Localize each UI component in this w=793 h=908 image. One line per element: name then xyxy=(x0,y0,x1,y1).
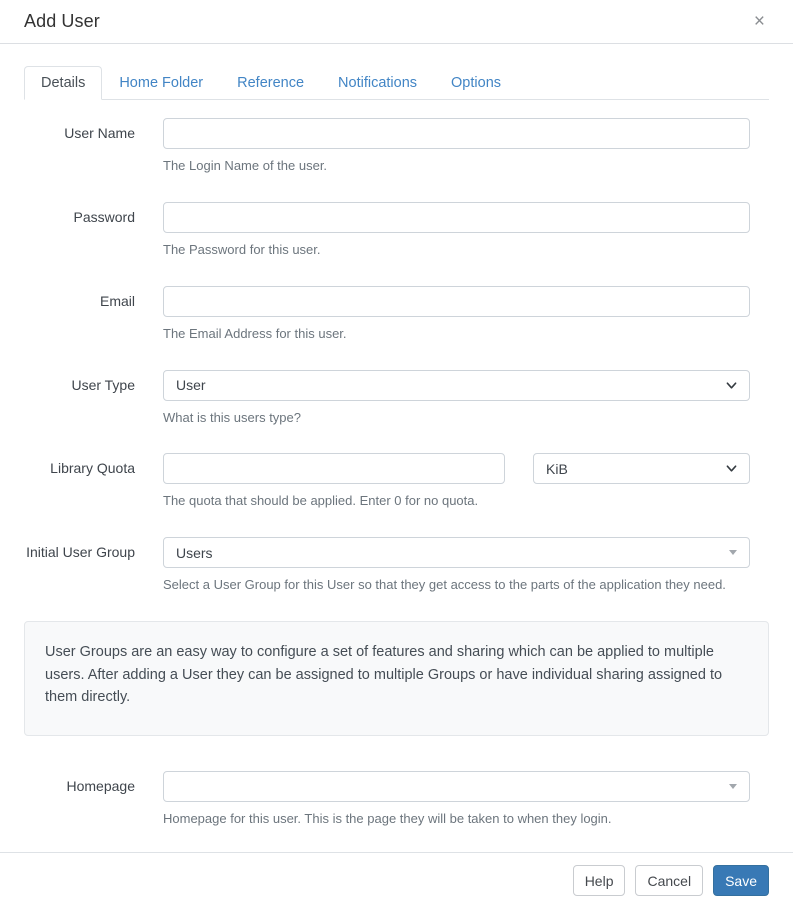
dialog-title: Add User xyxy=(24,11,100,31)
quota-unit-value: KiB xyxy=(546,460,568,477)
caret-down-icon xyxy=(729,784,737,789)
help-button[interactable]: Help xyxy=(573,865,626,896)
library-quota-row xyxy=(24,453,750,511)
user-type-select[interactable] xyxy=(163,370,750,401)
tab-notifications[interactable]: Notifications xyxy=(338,75,418,91)
homepage-form-section xyxy=(24,753,769,829)
email-field[interactable] xyxy=(163,286,750,317)
save-button[interactable]: Save xyxy=(713,865,769,896)
email-label: Email xyxy=(99,292,135,309)
user-groups-info-box: User Groups are an easy way to configure a set of features and sharing which can be applied to multiple users. After adding a User they can be assigned to multiple Groups or have individual sharing assigned to them directly. xyxy=(24,621,769,736)
tab-home-folder[interactable]: Home Folder xyxy=(119,75,204,91)
tab-options[interactable]: Options xyxy=(451,75,502,91)
details-form xyxy=(24,100,769,595)
email-help: The Email Address for this user. xyxy=(163,325,347,341)
initial-user-group-row xyxy=(24,537,750,595)
user-type-help: What is this users type? xyxy=(163,409,301,425)
initial-user-group-select[interactable] xyxy=(163,537,750,568)
password-help: The Password for this user. xyxy=(163,241,321,257)
homepage-label: Homepage xyxy=(66,778,135,795)
email-row xyxy=(24,286,750,344)
cancel-button[interactable]: Cancel xyxy=(635,865,703,896)
user-name-label: User Name xyxy=(64,125,135,141)
initial-user-group-value: Users xyxy=(176,544,213,561)
dialog-header xyxy=(0,0,793,44)
close-icon[interactable]: × xyxy=(750,10,769,33)
password-row xyxy=(24,202,750,260)
initial-user-group-label: Initial User Group xyxy=(26,544,135,561)
library-quota-input[interactable] xyxy=(163,453,505,484)
caret-down-icon xyxy=(729,550,737,555)
homepage-help: Homepage for this user. This is the page they will be taken to when they login. xyxy=(163,811,612,827)
password-label: Password xyxy=(73,208,135,225)
user-type-value: User xyxy=(176,377,206,394)
tab-bar xyxy=(24,66,769,100)
tab-details[interactable]: Details xyxy=(24,66,102,100)
user-name-help: The Login Name of the user. xyxy=(163,158,328,173)
initial-user-group-help: Select a User Group for this User so that they get access to the parts of the application they need. xyxy=(163,577,726,593)
dialog-footer xyxy=(0,852,793,908)
library-quota-label: Library Quota xyxy=(50,460,135,477)
user-type-label: User Type xyxy=(71,376,135,393)
user-name-row xyxy=(24,118,750,176)
library-quota-help: The quota that should be applied. Enter 0 for no quota. xyxy=(163,493,479,509)
password-input[interactable] xyxy=(163,202,750,233)
homepage-select[interactable] xyxy=(163,771,750,802)
user-type-row xyxy=(24,370,750,428)
user-name-input[interactable] xyxy=(163,118,750,149)
dialog-body xyxy=(0,44,793,829)
homepage-row xyxy=(24,771,750,829)
chevron-down-icon xyxy=(726,463,737,474)
quota-unit-select[interactable] xyxy=(533,453,750,484)
chevron-down-icon xyxy=(726,380,737,391)
tab-reference[interactable]: Reference xyxy=(237,75,305,91)
